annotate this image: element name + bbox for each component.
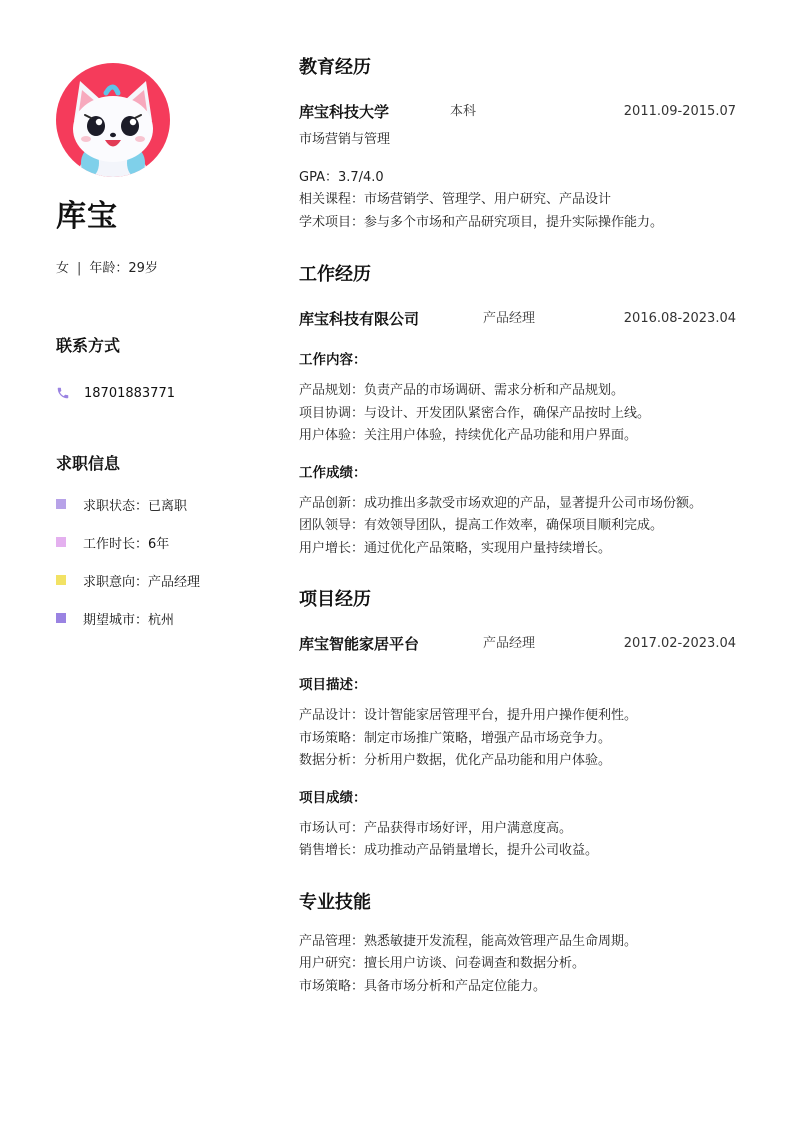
phone-row — [56, 384, 256, 402]
gender: 女 — [56, 261, 70, 276]
project-role: 产品经理 — [483, 636, 536, 651]
project-results-list — [299, 818, 736, 863]
job-intent-heading: 求职信息 — [56, 454, 121, 473]
project-name: 库宝智能家居平台 — [299, 635, 420, 653]
cat-mascot-icon — [56, 63, 170, 177]
work-result-line: 用户增长：通过优化产品策略，实现用户量持续增长。 — [299, 540, 612, 556]
work-entry-header — [299, 308, 736, 330]
education-details — [299, 167, 736, 235]
job-intent-list — [56, 495, 256, 627]
work-results-heading: 工作成绩： — [299, 464, 367, 481]
work-result-line: 产品创新：成功推出多款受市场欢迎的产品，显著提升公司市场份额。 — [299, 495, 703, 511]
job-item-position — [56, 571, 256, 589]
work-role: 产品经理 — [483, 311, 536, 326]
project-desc-line: 市场策略：制定市场推广策略，增强产品市场竞争力。 — [299, 730, 612, 746]
work-content-line: 项目协调：与设计、开发团队紧密合作，确保产品按时上线。 — [299, 405, 651, 421]
skill-line: 用户研究：擅长用户访谈、问卷调查和数据分析。 — [299, 956, 586, 971]
bullet-square-icon — [56, 613, 66, 623]
sidebar — [56, 63, 256, 647]
info-separator: | — [77, 261, 82, 276]
education-entry-header — [299, 101, 736, 123]
skills-heading: 专业技能 — [299, 891, 371, 913]
age: 年龄：29岁 — [89, 261, 158, 276]
degree: 本科 — [450, 104, 477, 119]
project-result-line: 销售增长：成功推动产品销量增长，提升公司收益。 — [299, 843, 599, 858]
school-name: 库宝科技大学 — [299, 103, 390, 121]
project-desc-line: 产品设计：设计智能家居管理平台，提升用户操作便利性。 — [299, 708, 638, 723]
work-result-line: 团队领导：有效领导团队，提高工作效率，确保项目顺利完成。 — [299, 518, 664, 533]
company-name: 库宝科技有限公司 — [299, 310, 420, 328]
bullet-square-icon — [56, 575, 66, 585]
skills-list — [299, 931, 736, 999]
avatar — [56, 63, 170, 177]
project-desc-heading: 项目描述： — [299, 677, 367, 693]
phone-icon — [56, 386, 70, 400]
candidate-name: 库宝 — [56, 199, 118, 234]
work-content-heading: 工作内容： — [299, 352, 367, 368]
skill-line: 产品管理：熟悉敏捷开发流程，能高效管理产品生命周期。 — [299, 933, 638, 949]
work-results-list — [299, 493, 736, 561]
main-content — [299, 56, 736, 998]
work-content-list — [299, 380, 736, 448]
phone-number: 18701883771 — [84, 385, 175, 401]
work-heading: 工作经历 — [299, 264, 371, 285]
work-date: 2016.08-2023.04 — [623, 311, 736, 326]
bullet-square-icon — [56, 537, 66, 547]
work-content-line: 用户体验：关注用户体验，持续优化产品功能和用户界面。 — [299, 428, 638, 443]
basic-info — [56, 260, 256, 278]
project-result-line: 市场认可：产品获得市场好评，用户满意度高。 — [299, 820, 573, 836]
contact-heading: 联系方式 — [56, 336, 121, 355]
job-item-city — [56, 609, 256, 627]
project-date: 2017.02-2023.04 — [623, 636, 736, 651]
education-line: 学术项目：参与多个市场和产品研究项目，提升实际操作能力。 — [299, 214, 664, 230]
bullet-square-icon — [56, 499, 66, 509]
project-desc-list — [299, 705, 736, 773]
education-date: 2011.09-2015.07 — [623, 104, 736, 119]
job-item-text: 求职状态：已离职 — [83, 498, 188, 514]
project-heading: 项目经历 — [299, 589, 371, 610]
project-results-heading: 项目成绩： — [299, 789, 367, 806]
education-line: GPA：3.7/4.0 — [299, 169, 384, 185]
skill-line: 市场策略：具备市场分析和产品定位能力。 — [299, 978, 547, 994]
education-line: 相关课程：市场营销学、管理学、用户研究、产品设计 — [299, 192, 612, 207]
project-desc-line: 数据分析：分析用户数据，优化产品功能和用户体验。 — [299, 753, 612, 768]
major: 市场营销与管理 — [299, 132, 391, 147]
job-item-text: 工作时长：6年 — [83, 536, 170, 552]
job-item-text: 求职意向：产品经理 — [83, 574, 201, 590]
job-item-experience — [56, 533, 256, 551]
project-entry-header — [299, 633, 736, 655]
job-item-text: 期望城市：杭州 — [83, 612, 175, 628]
education-heading: 教育经历 — [299, 57, 371, 78]
job-item-status — [56, 495, 256, 513]
work-content-line: 产品规划：负责产品的市场调研、需求分析和产品规划。 — [299, 383, 625, 398]
